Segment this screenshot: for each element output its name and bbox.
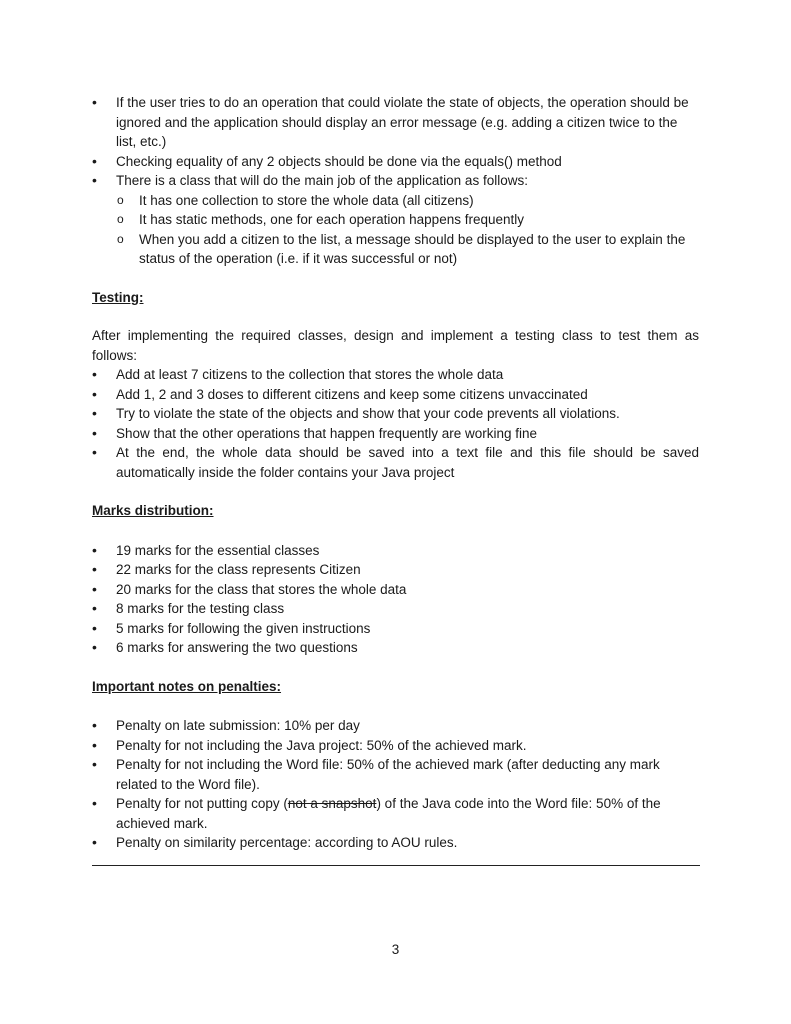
- marks-heading: Marks distribution:: [92, 503, 214, 518]
- list-item: • 19 marks for the essential classes: [92, 541, 699, 561]
- testing-bullet-list: [92, 365, 699, 482]
- list-item: [92, 794, 699, 833]
- list-item: • Penalty on similarity percentage: according to AOU rules.: [92, 833, 699, 853]
- list-item: • Try to violate the state of the objects and show that your code prevents all violations.: [92, 404, 699, 424]
- list-item: • Penalty on late submission: 10% per day: [92, 716, 699, 736]
- intro-bullet-list: [92, 93, 699, 269]
- list-item: • 8 marks for the testing class: [92, 599, 699, 619]
- list-item: • Checking equality of any 2 objects should be done via the equals() method: [92, 152, 699, 172]
- sub-list-item: o When you add a citizen to the list, a message should be displayed to the user to explain the status of the operation (i.e. if it was successful or not): [116, 230, 699, 269]
- page-number: 3: [391, 942, 400, 957]
- copy-bullet-before: Penalty for not putting copy (: [116, 796, 288, 811]
- penalties-bullet-list: [92, 716, 699, 853]
- marks-bullet-list: [92, 541, 699, 658]
- list-item: • 5 marks for following the given instructions: [92, 619, 699, 639]
- document-page: [92, 93, 699, 853]
- list-item: • 20 marks for the class that stores the whole data: [92, 580, 699, 600]
- testing-heading: Testing:: [92, 289, 144, 305]
- testing-paragraph: After implementing the required classes, design and implement a testing class to test them as follows:: [92, 328, 699, 363]
- list-item: • Show that the other operations that happen frequently are working fine: [92, 424, 699, 444]
- list-item: [92, 171, 699, 269]
- list-item: • Add 1, 2 and 3 doses to different citizens and keep some citizens unvaccinated: [92, 385, 699, 405]
- list-item: • 6 marks for answering the two questions: [92, 638, 699, 658]
- list-item: • Penalty for not including the Word file: 50% of the achieved mark (after deducting any mark related to the Word file).: [92, 755, 699, 794]
- list-item: • At the end, the whole data should be saved into a text file and this file should be saved automatically inside the folder contains your Java project: [92, 443, 699, 482]
- sub-list-item: o It has one collection to store the whole data (all citizens): [116, 191, 699, 211]
- sub-bullet-list: [116, 191, 699, 269]
- list-item: • 22 marks for the class represents Citizen: [92, 560, 699, 580]
- copy-bullet-after: ) of the Java code into the Word file: 50% of the achieved mark.: [116, 796, 661, 831]
- struck-text: not a snapshot: [287, 796, 377, 811]
- sub-list-item: o It has static methods, one for each operation happens frequently: [116, 210, 699, 230]
- list-item-text: There is a class that will do the main job of the application as follows:: [116, 173, 528, 188]
- penalties-heading: Important notes on penalties:: [92, 678, 282, 694]
- list-item: • Penalty for not including the Java project: 50% of the achieved mark.: [92, 736, 699, 756]
- list-item: • Add at least 7 citizens to the collection that stores the whole data: [92, 365, 699, 385]
- horizontal-rule: [92, 865, 700, 866]
- list-item: • If the user tries to do an operation that could violate the state of objects, the operation should be ignored and the application should display an error message (e.g. adding a citizen twice to the list, etc.): [92, 93, 699, 152]
